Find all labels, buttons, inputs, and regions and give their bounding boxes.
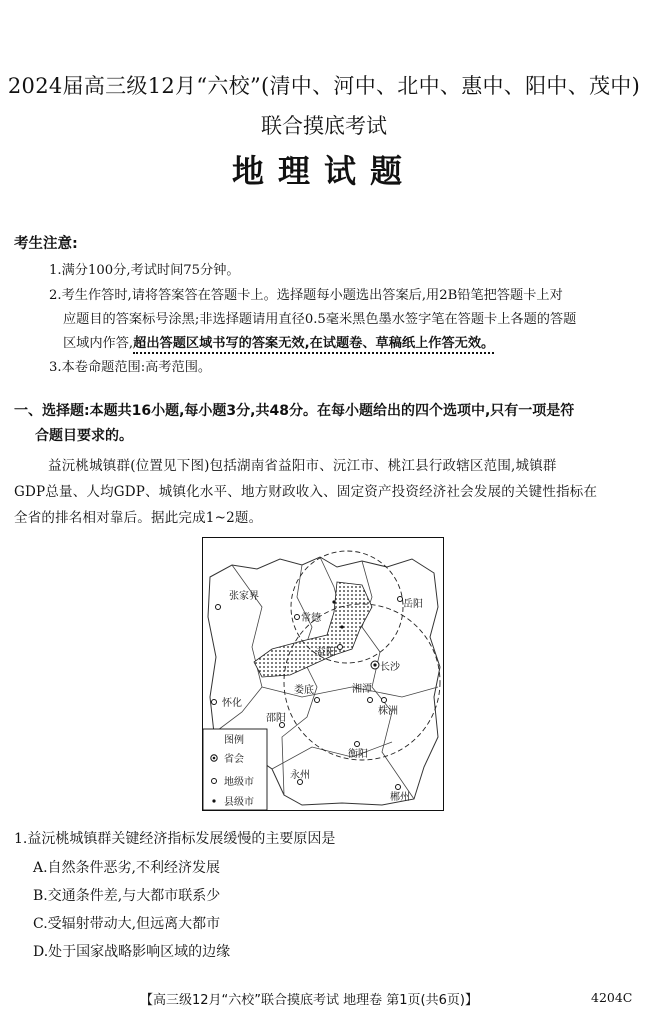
city-label-hengyang: 衡阳 [348,749,368,760]
legend-county-label: 县级市 [224,797,254,808]
prefecture-marker-loudi [315,698,320,703]
prefecture-marker-huaihua [212,700,217,705]
legend-county-icon [212,799,215,802]
page-footer: 【高三级12月“六校”联合摸底考试 地理卷 第1页(共6页)】 [140,993,478,1008]
notice-heading: 考生注意: [14,236,78,252]
prefecture-marker-chenzhou [396,785,401,790]
legend-prefecture-icon [212,779,217,784]
prefecture-marker-changde [295,615,300,620]
notice-item-1: 1.满分100分,考试时间75分钟。 [49,263,240,278]
city-label-zhuzhou: 株洲 [378,706,398,717]
section-heading-line2: 合题目要求的。 [35,428,133,444]
notice-item-2-end [63,332,494,351]
legend-prefecture-label: 地级市 [224,777,254,788]
paper-code: 4204C [591,990,633,1005]
city-label-yongzhou: 永州 [290,770,310,781]
question-1-option-a: A.自然条件恶劣,不利经济发展 [33,860,221,876]
exam-title-line2: 联合摸底考试 [261,114,387,138]
city-label-chenzhou: 郴州 [390,792,410,803]
notice-item-2-emphasis: 超出答题区域书写的答案无效,在试题卷、草稿纸上作答无效。 [133,336,494,354]
city-label-loudi: 娄底 [294,685,314,696]
legend-capital-icon-dot [213,757,216,760]
passage-line-1: 益沅桃城镇群(位置见下图)包括湖南省益阳市、沅江市、桃江县行政辖区范围,城镇群 [48,458,557,474]
location-map [202,537,444,811]
passage-line-3: 全省的排名相对靠后。据此完成1~2题。 [14,510,263,526]
notice-item-2: 2.考生作答时,请将答案答在答题卡上。选择题每小题选出答案后,用2B铅笔把答题卡上对 [49,288,563,303]
city-label-zhangjiajie: 张家界 [229,591,259,602]
city-label-changsha: 长沙 [380,662,400,673]
question-1-stem: 1.益沅桃城镇群关键经济指标发展缓慢的主要原因是 [14,831,336,847]
notice-item-2-prefix: 区域内作答, [63,336,134,351]
prefecture-marker-yiyang [338,645,343,650]
passage-line-2: GDP总量、人均GDP、城镇化水平、地方财政收入、固定资产投资经济社会发展的关键性指标在 [14,484,598,500]
notice-item-2-cont: 应题目的答案标号涂黑;非选择题请用直径0.5毫米黑色墨水签字笔在答题卡上各题的答题 [63,312,577,327]
legend-title: 图例 [224,735,244,746]
notice-item-3: 3.本卷命题范围:高考范围。 [49,360,212,375]
question-1-option-d: D.处于国家战略影响区域的边缘 [33,944,231,960]
prefecture-marker-xiangtan [368,698,373,703]
city-label-yueyang: 岳阳 [403,599,423,610]
city-label-shaoyang: 邵阳 [266,713,286,724]
prefecture-marker-zhuzhou [382,698,387,703]
question-1-option-c: C.受辐射带动大,但远离大都市 [33,916,221,932]
city-label-yiyang: 益阳 [316,647,336,658]
question-1-option-b: B.交通条件差,与大都市联系少 [33,888,221,904]
city-label-huaihua: 怀化 [222,698,242,709]
city-label-xiangtan: 湘潭 [352,684,372,695]
prefecture-marker-zhangjiajie [216,605,221,610]
subject-title: 地理试题 [231,152,416,190]
prefecture-marker-hengyang [355,742,360,747]
capital-symbol-dot [373,663,376,666]
prefecture-marker-yueyang [398,597,403,602]
legend-capital-label: 省会 [224,754,244,765]
section-heading-line1: 一、选择题:本题共16小题,每小题3分,共48分。在每小题给出的四个选项中,只有一项是符 [14,403,575,419]
county-marker [332,600,335,603]
county-marker [340,625,343,628]
map-legend [203,729,267,810]
city-label-changde: 常德 [301,613,321,624]
exam-title-line1: 2024届高三级12月“六校”(清中、河中、北中、惠中、阳中、茂中) [7,74,641,98]
